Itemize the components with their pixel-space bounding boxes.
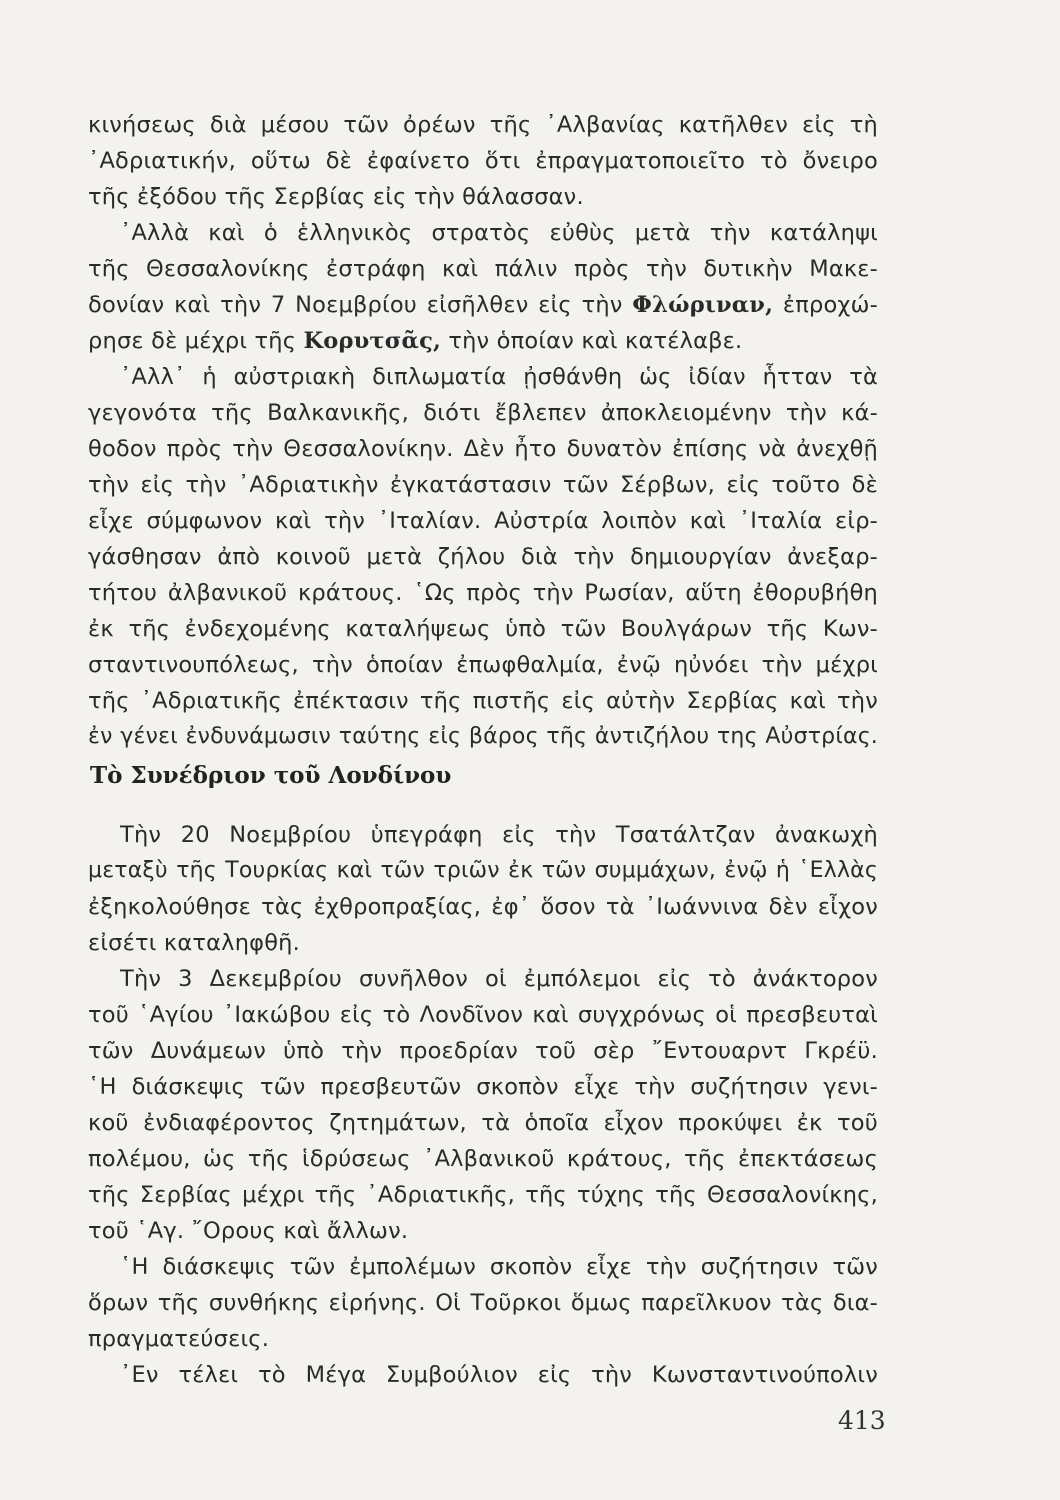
text-span: ἐπροχώ- — [773, 292, 878, 318]
text-line: τὴν εἰς τὴν ᾿Αδριατικὴν ἐγκατάστασιν τῶν Σέρβων, εἰς τοῦτο δὲ — [88, 472, 878, 498]
text-line: πραγματεύσεις. — [88, 1326, 270, 1352]
text-line: ᾿Αλλ᾿ ἡ αὐστριακὴ διπλωματία ᾐσθάνθη ὡς ἰδίαν ἧτταν τὰ — [120, 364, 878, 390]
text-line: ῾Η διάσκεψις τῶν ἐμπολέμων σκοπὸν εἶχε τὴν συζήτησιν τῶν — [120, 1254, 878, 1280]
text-line — [88, 290, 878, 320]
text-line — [88, 326, 878, 356]
text-line: Τὴν 20 Νοεμβρίου ὑπεγράφη εἰς τὴν Τσατάλτζαν ἀνακωχὴ — [120, 822, 878, 848]
text-line: σταντινουπόλεως, τὴν ὁποίαν ἐπωφθαλμία, ἐνῷ ηὐνόει τὴν μέχρι — [88, 652, 878, 678]
text-line: ᾿Αδριατικήν, οὕτω δὲ ἐφαίνετο ὅτι ἐπραγματοποιεῖτο τὸ ὄνειρο — [88, 148, 878, 174]
text-line: ῾Η διάσκεψις τῶν πρεσβευτῶν σκοπὸν εἶχε τὴν συζήτησιν γενι- — [88, 1074, 878, 1100]
text-line: ὅρων τῆς συνθήκης εἰρήνης. Οἱ Τοῦρκοι ὅμως παρεῖλκυον τὰς δια- — [88, 1290, 878, 1316]
text-line: ἐν γένει ἐνδυνάμωσιν ταύτης εἰς βάρος τῆς ἀντιζήλου της Αὐστρίας. — [88, 724, 878, 749]
text-line: κινήσεως διὰ μέσου τῶν ὀρέων τῆς ᾿Αλβανίας κατῆλθεν εἰς τὴ — [88, 112, 878, 138]
text-span: ρησε δὲ μέχρι τῆς — [88, 328, 304, 354]
text-span: δονίαν καὶ τὴν 7 Νοεμβρίου εἰσῆλθεν εἰς τὴν — [88, 292, 633, 318]
text-line: ἐκ τῆς ἐνδεχομένης καταλήψεως ὑπὸ τῶν Βουλγάρων τῆς Κων- — [88, 616, 878, 642]
text-line: τῆς ἐξόδου τῆς Σερβίας εἰς τὴν θάλασσαν. — [88, 184, 584, 210]
place-name-florina: Φλώριναν, — [632, 292, 774, 318]
place-name-korytsa: Κορυτσᾶς, — [303, 328, 441, 354]
text-line: τοῦ ῾Αγ. ῎Ορους καὶ ἄλλων. — [88, 1218, 409, 1244]
text-line: τοῦ ῾Αγίου ᾿Ιακώβου εἰς τὸ Λονδῖνον καὶ συγχρόνως οἱ πρεσβευταὶ — [88, 1002, 878, 1028]
text-line: τῆς Θεσσαλονίκης ἐστράφη καὶ πάλιν πρὸς τὴν δυτικὴν Μακε- — [88, 256, 878, 282]
text-line: γεγονότα τῆς Βαλκανικῆς, διότι ἔβλεπεν ἀποκλειομένην τὴν κά- — [88, 400, 878, 426]
section-heading: Τὸ Συνέδριον τοῦ Λονδίνου — [90, 762, 452, 789]
text-line: Τὴν 3 Δεκεμβρίου συνῆλθον οἱ ἐμπόλεμοι εἰς τὸ ἀνάκτορον — [120, 966, 878, 992]
text-line: τῆς Σερβίας μέχρι τῆς ᾿Αδριατικῆς, τῆς τύχης τῆς Θεσσαλονίκης, — [88, 1182, 878, 1208]
text-span: τὴν ὁποίαν καὶ κατέλαβε. — [441, 328, 743, 354]
text-line: μεταξὺ τῆς Τουρκίας καὶ τῶν τριῶν ἐκ τῶν συμμάχων, ἐνῷ ἡ ῾Ελλὰς — [88, 858, 878, 883]
text-line: τήτου ἀλβανικοῦ κράτους. ῾Ως πρὸς τὴν Ρωσίαν, αὕτη ἐθορυβήθη — [88, 580, 878, 606]
text-line: πολέμου, ὡς τῆς ἱδρύσεως ᾿Αλβανικοῦ κράτους, τῆς ἐπεκτάσεως — [88, 1146, 878, 1172]
text-line: τῆς ᾿Αδριατικῆς ἐπέκτασιν τῆς πιστῆς εἰς αὐτὴν Σερβίας καὶ τὴν — [88, 688, 878, 714]
text-line: εἰσέτι καταληφθῆ. — [88, 930, 300, 956]
text-line: ᾿Αλλὰ καὶ ὁ ἑλληνικὸς στρατὸς εὐθὺς μετὰ τὴν κατάληψι — [120, 220, 878, 246]
text-line: τῶν Δυνάμεων ὑπὸ τὴν προεδρίαν τοῦ σὲρ ῎Εντουαρντ Γκρέϋ. — [88, 1038, 878, 1064]
page-number: 413 — [838, 1406, 886, 1435]
text-line: θοδον πρὸς τὴν Θεσσαλονίκην. Δὲν ἦτο δυνατὸν ἐπίσης νὰ ἀνεχθῇ — [88, 436, 878, 462]
text-line: γάσθησαν ἀπὸ κοινοῦ μετὰ ζήλου διὰ τὴν δημιουργίαν ἀνεξαρ- — [88, 544, 878, 570]
text-line: κοῦ ἐνδιαφέροντος ζητημάτων, τὰ ὁποῖα εἶχον προκύψει ἐκ τοῦ — [88, 1110, 878, 1136]
text-line: ἐξηκολούθησε τὰς ἐχθροπραξίας, ἐφ᾿ ὅσον τὰ ᾿Ιωάννινα δὲν εἶχον — [88, 894, 878, 920]
text-line: εἶχε σύμφωνον καὶ τὴν ᾿Ιταλίαν. Αὐστρία λοιπὸν καὶ ᾿Ιταλία εἰρ- — [88, 508, 878, 534]
text-line: ᾿Εν τέλει τὸ Μέγα Συμβούλιον εἰς τὴν Κωνσταντινούπολιν — [120, 1362, 878, 1388]
